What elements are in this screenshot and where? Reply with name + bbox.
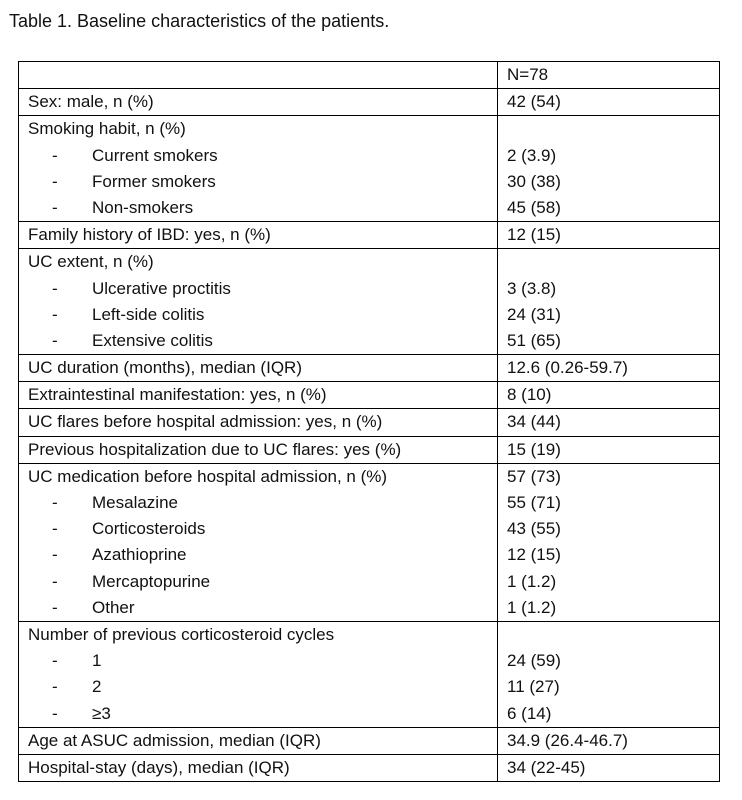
sub-item: - Extensive colitis bbox=[52, 330, 213, 350]
table-row bbox=[19, 463, 720, 621]
row-label: UC duration (months), median (IQR) bbox=[28, 358, 302, 378]
table-row bbox=[19, 727, 720, 754]
row-value: 2 (3.9) bbox=[507, 145, 557, 165]
table-row bbox=[19, 409, 720, 436]
header-value-cell bbox=[498, 62, 720, 89]
sub-item: - Azathioprine bbox=[52, 545, 187, 565]
row-label: Smoking habit, n (%) bbox=[28, 119, 186, 139]
sample-size-label: N=78 bbox=[507, 65, 549, 84]
row-value: 55 (71) bbox=[507, 493, 561, 512]
row-value: 30 (38) bbox=[507, 171, 561, 191]
table-row bbox=[19, 436, 720, 463]
table-row bbox=[19, 222, 720, 249]
row-value: 1 (1.2) bbox=[507, 571, 557, 591]
table-row bbox=[19, 249, 720, 355]
table-row bbox=[19, 355, 720, 382]
table-header-row bbox=[19, 62, 720, 89]
row-label: Previous hospitalization due to UC flares: yes (%) bbox=[28, 439, 402, 459]
row-value: 24 (59) bbox=[507, 651, 561, 671]
table-row bbox=[19, 116, 720, 222]
table-row bbox=[19, 89, 720, 116]
row-value: 3 (3.8) bbox=[507, 278, 557, 298]
row-label: Number of previous corticosteroid cycles bbox=[28, 624, 335, 644]
table-row bbox=[19, 754, 720, 781]
sub-item: - Non-smokers bbox=[52, 197, 194, 217]
sub-item: - Current smokers bbox=[52, 145, 218, 165]
row-value: 34 (22-45) bbox=[507, 757, 586, 777]
row-value: 57 (73) bbox=[507, 466, 561, 486]
row-value: 15 (19) bbox=[507, 439, 561, 459]
sub-item: - 1 bbox=[52, 651, 102, 671]
sub-item: - Other bbox=[52, 597, 135, 617]
baseline-characteristics-table bbox=[18, 61, 720, 782]
sub-item: - ≥3 bbox=[52, 703, 111, 723]
row-label: UC flares before hospital admission: yes, n (%) bbox=[28, 412, 383, 432]
row-value: 12.6 (0.26-59.7) bbox=[507, 358, 628, 378]
row-label: UC medication before hospital admission, n (%) bbox=[28, 466, 388, 486]
row-value: 24 (31) bbox=[507, 304, 561, 324]
row-value: 45 (58) bbox=[507, 197, 561, 217]
table-row bbox=[19, 621, 720, 727]
row-label: Extraintestinal manifestation: yes, n (%) bbox=[28, 385, 327, 405]
row-label: UC extent, n (%) bbox=[28, 252, 154, 272]
sub-item: - Mesalazine bbox=[52, 493, 178, 512]
sub-item: - Former smokers bbox=[52, 171, 216, 191]
row-label: Age at ASUC admission, median (IQR) bbox=[28, 730, 321, 750]
table-row bbox=[19, 382, 720, 409]
sub-item: - Mercaptopurine bbox=[52, 571, 211, 591]
row-value: 12 (15) bbox=[507, 545, 561, 565]
header-label-cell bbox=[19, 62, 498, 89]
row-value: 42 (54) bbox=[507, 92, 561, 112]
row-value: 11 (27) bbox=[507, 677, 560, 697]
row-value: 51 (65) bbox=[507, 330, 561, 350]
table-caption: Table 1. Baseline characteristics of the patients. bbox=[9, 11, 390, 31]
sub-item: - Left-side colitis bbox=[52, 304, 205, 324]
row-label: Hospital-stay (days), median (IQR) bbox=[28, 757, 290, 777]
row-value: 8 (10) bbox=[507, 385, 552, 405]
row-value: 12 (15) bbox=[507, 225, 561, 245]
row-label: Family history of IBD: yes, n (%) bbox=[28, 225, 271, 245]
sub-item: - 2 bbox=[52, 677, 102, 697]
row-value: 6 (14) bbox=[507, 703, 552, 723]
row-value: 34.9 (26.4-46.7) bbox=[507, 730, 628, 750]
row-value: 1 (1.2) bbox=[507, 597, 557, 617]
row-label: Sex: male, n (%) bbox=[28, 92, 154, 112]
sub-item: - Corticosteroids bbox=[52, 519, 206, 539]
row-value: 34 (44) bbox=[507, 412, 561, 432]
sub-item: - Ulcerative proctitis bbox=[52, 278, 231, 298]
row-value: 43 (55) bbox=[507, 519, 561, 539]
